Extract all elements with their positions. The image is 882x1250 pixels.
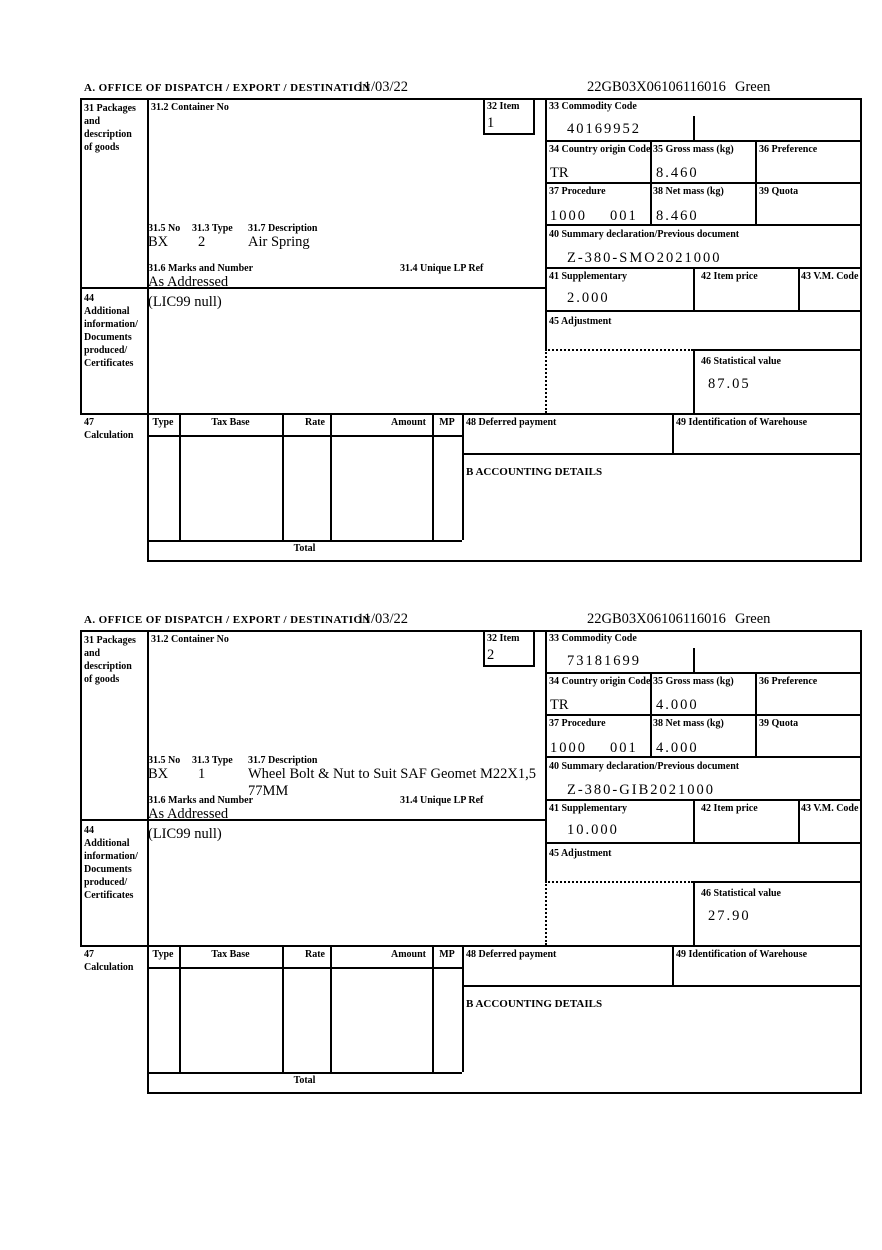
gross-mass-label: 35 Gross mass (kg) — [653, 144, 734, 155]
divider — [483, 630, 485, 665]
divider — [80, 98, 82, 413]
divider — [798, 267, 800, 310]
net-mass-label: 38 Net mass (kg) — [653, 718, 724, 729]
marks-label: 31.6 Marks and Number — [148, 795, 254, 806]
divider — [693, 349, 862, 351]
divider — [545, 98, 547, 349]
box44-label: 44 — [84, 293, 94, 304]
box44-label: Additional — [84, 306, 130, 317]
office-of-dispatch-label: A. OFFICE OF DISPATCH / EXPORT / DESTINATION — [84, 614, 371, 626]
divider — [80, 630, 862, 632]
box44-label: 44 — [84, 825, 94, 836]
tax-rate-header: Rate — [305, 949, 325, 960]
supplementary-value: 2.000 — [567, 290, 610, 306]
divider — [483, 98, 485, 133]
tax-amount-header: Amount — [390, 417, 426, 428]
commodity-code-label: 33 Commodity Code — [549, 101, 637, 112]
unique-lp-ref-label: 31.4 Unique LP Ref — [400, 263, 484, 274]
item-label: 32 Item — [487, 101, 520, 112]
tax-mp-header: MP — [439, 949, 455, 960]
divider — [147, 630, 149, 1092]
divider — [462, 453, 862, 455]
commodity-code-value: 73181699 — [567, 653, 641, 669]
tax-amount-header: Amount — [390, 949, 426, 960]
divider — [80, 630, 82, 945]
divider — [672, 945, 674, 985]
divider — [672, 413, 674, 453]
country-origin-label: 34 Country origin Code — [549, 676, 651, 687]
adjustment-label: 45 Adjustment — [549, 848, 612, 859]
divider — [545, 182, 862, 184]
divider — [693, 799, 695, 842]
tax-base-header: Tax Base — [211, 417, 250, 428]
item-number-value: 2 — [487, 647, 495, 663]
vm-code-label: 43 V.M. Code — [801, 803, 859, 814]
supplementary-value: 10.000 — [567, 822, 619, 838]
tax-type-header: Type — [152, 949, 174, 960]
package-no-label: 31.5 No — [148, 223, 181, 234]
box44-label: Additional — [84, 838, 130, 849]
gross-mass-value: 4.000 — [656, 697, 699, 713]
box31-label: of goods — [84, 142, 120, 153]
divider — [545, 714, 862, 716]
preference-label: 36 Preference — [759, 144, 818, 155]
box31-label: and — [84, 116, 101, 127]
package-no-value: BX — [148, 234, 169, 250]
preference-label: 36 Preference — [759, 676, 818, 687]
divider — [330, 945, 332, 1072]
divider — [545, 630, 547, 881]
divider — [545, 756, 862, 758]
quota-label: 39 Quota — [759, 186, 799, 197]
divider — [462, 945, 464, 1072]
divider — [282, 945, 284, 1072]
country-origin-value: TR — [550, 697, 569, 713]
office-of-dispatch-label: A. OFFICE OF DISPATCH / EXPORT / DESTINATION — [84, 82, 371, 94]
unique-lp-ref-label: 31.4 Unique LP Ref — [400, 795, 484, 806]
divider — [798, 799, 800, 842]
divider — [693, 267, 695, 310]
procedure-ext-value: 001 — [610, 208, 638, 224]
marks-label: 31.6 Marks and Number — [148, 263, 254, 274]
statistical-value: 87.05 — [708, 376, 751, 392]
divider — [483, 665, 535, 667]
declaration-date: 11/03/22 — [357, 611, 409, 627]
country-origin-label: 34 Country origin Code — [549, 144, 651, 155]
divider — [545, 140, 862, 142]
box44-label: information/ — [84, 851, 138, 862]
divider — [860, 98, 862, 560]
divider — [147, 1072, 462, 1074]
divider — [693, 349, 695, 413]
divider — [545, 267, 862, 269]
description-label: 31.7 Description — [248, 755, 318, 766]
procedure-value: 1000 — [550, 740, 587, 756]
declaration-item-section — [80, 610, 864, 1096]
net-mass-value: 8.460 — [656, 208, 699, 224]
dotted-divider — [545, 881, 547, 945]
package-type-value: 2 — [198, 234, 206, 250]
divider — [545, 310, 862, 312]
goods-description-value: Wheel Bolt & Nut to Suit SAF Geomet M22X1,5 77MM — [248, 766, 536, 799]
deferred-payment-label: 48 Deferred payment — [466, 417, 557, 428]
tax-type-header: Type — [152, 417, 174, 428]
commodity-code-separator — [693, 648, 695, 672]
divider — [147, 435, 462, 437]
supplementary-label: 41 Supplementary — [549, 803, 628, 814]
box31-label: description — [84, 129, 132, 140]
tax-mp-header: MP — [439, 417, 455, 428]
box47-label: Calculation — [84, 962, 134, 973]
divider — [147, 560, 862, 562]
divider — [80, 98, 862, 100]
container-no-label: 31.2 Container No — [151, 634, 229, 645]
gross-mass-label: 35 Gross mass (kg) — [653, 676, 734, 687]
adjustment-label: 45 Adjustment — [549, 316, 612, 327]
routing-status: Green — [735, 611, 771, 627]
marks-value: As Addressed — [148, 806, 229, 822]
description-label: 31.7 Description — [248, 223, 318, 234]
divider — [462, 413, 464, 540]
statistical-value-label: 46 Statistical value — [701, 356, 781, 367]
divider — [483, 133, 535, 135]
box44-label: Documents — [84, 864, 132, 875]
divider — [755, 672, 757, 756]
procedure-ext-value: 001 — [610, 740, 638, 756]
procedure-value: 1000 — [550, 208, 587, 224]
procedure-label: 37 Procedure — [549, 186, 606, 197]
dotted-divider — [545, 349, 547, 413]
divider — [282, 413, 284, 540]
statistical-value-label: 46 Statistical value — [701, 888, 781, 899]
goods-description-value: Air Spring — [248, 234, 310, 250]
box31-label: 31 Packages — [84, 635, 136, 646]
statistical-value: 27.90 — [708, 908, 751, 924]
box44-label: information/ — [84, 319, 138, 330]
box44-label: Certificates — [84, 890, 134, 901]
declaration-reference: 22GB03X06106116016 — [587, 79, 726, 95]
divider — [432, 945, 434, 1072]
box31-label: and — [84, 648, 101, 659]
item-number-value: 1 — [487, 115, 495, 131]
box44-label: produced/ — [84, 877, 128, 888]
total-label: Total — [293, 1075, 316, 1086]
marks-value: As Addressed — [148, 274, 229, 290]
dotted-divider — [545, 349, 693, 351]
previous-document-value: Z-380-SMO2021000 — [567, 250, 722, 266]
commodity-code-value: 40169952 — [567, 121, 641, 137]
box31-label: description — [84, 661, 132, 672]
divider — [147, 967, 462, 969]
divider — [432, 413, 434, 540]
declaration-item-section — [80, 78, 864, 564]
warehouse-id-label: 49 Identification of Warehouse — [676, 949, 808, 960]
commodity-code-label: 33 Commodity Code — [549, 633, 637, 644]
tax-base-header: Tax Base — [211, 949, 250, 960]
item-price-label: 42 Item price — [701, 803, 758, 814]
item-label: 32 Item — [487, 633, 520, 644]
net-mass-label: 38 Net mass (kg) — [653, 186, 724, 197]
divider — [80, 945, 862, 947]
vm-code-label: 43 V.M. Code — [801, 271, 859, 282]
divider — [693, 881, 695, 945]
box44-label: Documents — [84, 332, 132, 343]
supplementary-label: 41 Supplementary — [549, 271, 628, 282]
container-no-label: 31.2 Container No — [151, 102, 229, 113]
package-no-label: 31.5 No — [148, 755, 181, 766]
box44-label: Certificates — [84, 358, 134, 369]
box47-label: Calculation — [84, 430, 134, 441]
item-price-label: 42 Item price — [701, 271, 758, 282]
divider — [330, 413, 332, 540]
tax-rate-header: Rate — [305, 417, 325, 428]
divider — [545, 799, 862, 801]
country-origin-value: TR — [550, 165, 569, 181]
box44-label: produced/ — [84, 345, 128, 356]
procedure-label: 37 Procedure — [549, 718, 606, 729]
summary-declaration-label: 40 Summary declaration/Previous document — [549, 761, 740, 772]
divider — [545, 842, 862, 844]
box47-label: 47 — [84, 949, 94, 960]
divider — [147, 540, 462, 542]
deferred-payment-label: 48 Deferred payment — [466, 949, 557, 960]
divider — [147, 98, 149, 560]
box47-label: 47 — [84, 417, 94, 428]
additional-info-value: (LIC99 null) — [148, 826, 222, 842]
divider — [179, 413, 181, 540]
gross-mass-value: 8.460 — [656, 165, 699, 181]
previous-document-value: Z-380-GIB2021000 — [567, 782, 715, 798]
quota-label: 39 Quota — [759, 718, 799, 729]
declaration-reference: 22GB03X06106116016 — [587, 611, 726, 627]
package-type-value: 1 — [198, 766, 206, 782]
declaration-date: 11/03/22 — [357, 79, 409, 95]
divider — [545, 224, 862, 226]
package-type-label: 31.3 Type — [192, 223, 233, 234]
divider — [545, 672, 862, 674]
package-type-label: 31.3 Type — [192, 755, 233, 766]
warehouse-id-label: 49 Identification of Warehouse — [676, 417, 808, 428]
divider — [693, 881, 862, 883]
divider — [860, 630, 862, 1092]
dotted-divider — [545, 881, 693, 883]
divider — [147, 1092, 862, 1094]
box31-label: 31 Packages — [84, 103, 136, 114]
divider — [462, 985, 862, 987]
box31-label: of goods — [84, 674, 120, 685]
divider — [80, 413, 862, 415]
divider — [533, 98, 535, 133]
net-mass-value: 4.000 — [656, 740, 699, 756]
commodity-code-separator — [693, 116, 695, 140]
accounting-details-label: B ACCOUNTING DETAILS — [466, 998, 603, 1010]
package-no-value: BX — [148, 766, 169, 782]
additional-info-value: (LIC99 null) — [148, 294, 222, 310]
summary-declaration-label: 40 Summary declaration/Previous document — [549, 229, 740, 240]
divider — [179, 945, 181, 1072]
total-label: Total — [293, 543, 316, 554]
accounting-details-label: B ACCOUNTING DETAILS — [466, 466, 603, 478]
divider — [533, 630, 535, 665]
routing-status: Green — [735, 79, 771, 95]
divider — [755, 140, 757, 224]
